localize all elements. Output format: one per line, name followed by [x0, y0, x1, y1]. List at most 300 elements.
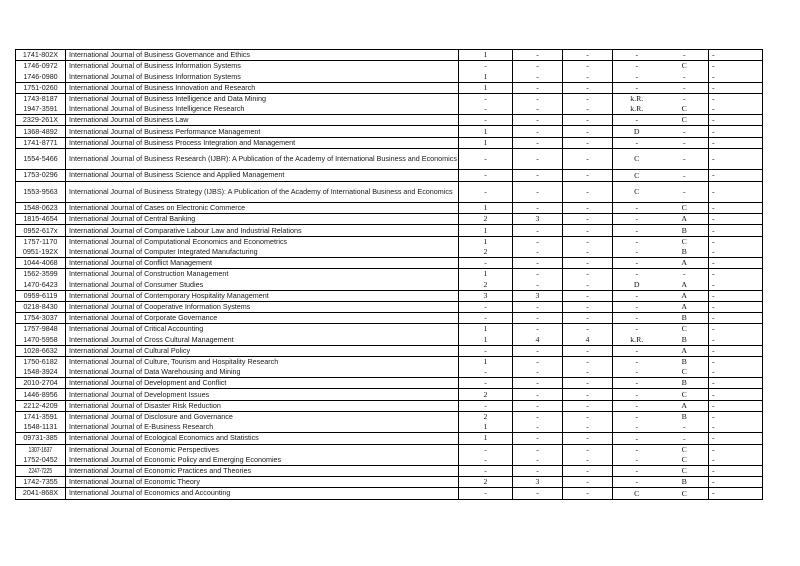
value-cell-6: -	[709, 214, 763, 225]
rating-pair-cell	[613, 455, 709, 466]
issn-text: 1752-0452	[23, 454, 58, 464]
value-cell-2: 3	[513, 477, 563, 488]
issn-cell	[16, 104, 66, 115]
rating-pair-cell	[613, 334, 709, 345]
value-cell-6: -	[709, 82, 763, 93]
rating-left: -	[635, 412, 639, 422]
value-cell-2: -	[513, 433, 563, 444]
value-cell-3: -	[563, 356, 613, 367]
value-cell-1: -	[459, 181, 513, 203]
value-cell-2: -	[513, 148, 563, 170]
value-cell-1: -	[459, 488, 513, 499]
rating-left: -	[635, 367, 639, 377]
value-cell-6: -	[709, 126, 763, 137]
rating-right: A	[681, 345, 688, 355]
issn-cell	[16, 214, 66, 225]
value-cell-6: -	[709, 345, 763, 356]
value-cell-6: -	[709, 411, 763, 422]
value-cell-2: -	[513, 50, 563, 61]
table-row	[16, 334, 763, 345]
table-row	[16, 126, 763, 137]
rating-right: C	[681, 236, 687, 246]
rating-right: -	[682, 170, 686, 180]
value-cell-2: -	[513, 203, 563, 214]
rating-right: C	[681, 466, 687, 476]
journal-name-cell: International Journal of Business Intelligence Research	[66, 104, 459, 115]
issn-text: 1548-0623	[23, 203, 58, 213]
table-row	[16, 50, 763, 61]
value-cell-6: -	[709, 433, 763, 444]
value-cell-3: -	[563, 433, 613, 444]
issn-cell	[16, 269, 66, 280]
value-cell-3: -	[563, 82, 613, 93]
rating-right: A	[681, 290, 688, 300]
journal-name-cell: International Journal of Economic Policy and Emerging Economies	[66, 455, 459, 466]
rating-pair-cell	[613, 93, 709, 104]
table-row	[16, 290, 763, 301]
issn-text: 1446-8956	[23, 389, 58, 399]
rating-left: -	[635, 225, 639, 235]
rating-left: k.R.	[630, 94, 644, 104]
value-cell-1: -	[459, 115, 513, 126]
table-row	[16, 82, 763, 93]
value-cell-3: -	[563, 115, 613, 126]
rating-pair-cell	[613, 71, 709, 82]
rating-right: B	[681, 247, 687, 257]
value-cell-6: -	[709, 290, 763, 301]
value-cell-1: 1	[459, 356, 513, 367]
issn-cell	[16, 422, 66, 433]
rating-left: -	[635, 389, 639, 399]
table-row	[16, 367, 763, 378]
value-cell-1: -	[459, 148, 513, 170]
value-cell-1: 2	[459, 389, 513, 400]
rating-left: -	[635, 313, 639, 323]
issn-text: 2329-261X	[22, 115, 59, 125]
issn-cell	[16, 488, 66, 499]
rating-right: C	[681, 324, 687, 334]
value-cell-3: -	[563, 203, 613, 214]
issn-cell	[16, 71, 66, 82]
value-cell-2: -	[513, 269, 563, 280]
rating-pair-cell	[613, 82, 709, 93]
rating-pair-cell	[613, 126, 709, 137]
journal-name-cell: International Journal of Business Information Systems	[66, 61, 459, 72]
table-row	[16, 61, 763, 72]
issn-cell	[16, 444, 66, 455]
value-cell-2: -	[513, 104, 563, 115]
rating-left: D	[633, 126, 640, 136]
rating-left: -	[635, 61, 639, 71]
rating-pair-cell	[613, 214, 709, 225]
value-cell-2: -	[513, 313, 563, 324]
journal-name-cell: International Journal of Disclosure and Governance	[66, 411, 459, 422]
rating-right: C	[681, 203, 687, 213]
rating-right: B	[681, 477, 687, 487]
issn-cell	[16, 225, 66, 236]
issn-text: 2010-2704	[23, 378, 58, 388]
issn-cell	[16, 290, 66, 301]
rating-pair-cell	[613, 61, 709, 72]
journal-name-cell: International Journal of Ecological Economics and Statistics	[66, 433, 459, 444]
issn-cell	[16, 411, 66, 422]
value-cell-3: -	[563, 324, 613, 335]
journal-name-cell: International Journal of Conflict Management	[66, 258, 459, 269]
issn-cell	[16, 389, 66, 400]
issn-text: 1751-0260	[23, 82, 58, 92]
value-cell-2: -	[513, 236, 563, 247]
value-cell-6: -	[709, 258, 763, 269]
journal-name-cell: International Journal of Computer Integrated Manufacturing	[66, 247, 459, 258]
table-row	[16, 488, 763, 499]
rating-left: -	[635, 82, 639, 92]
journal-name-cell: International Journal of Comparative Labour Law and Industrial Relations	[66, 225, 459, 236]
rating-pair-cell	[613, 279, 709, 290]
issn-text: 1746-0972	[23, 61, 58, 71]
rating-left: -	[635, 258, 639, 268]
value-cell-3: -	[563, 126, 613, 137]
journal-name-cell: International Journal of Business Research (IJBR): A Publication of the Academy of International Business and Economics	[66, 148, 459, 170]
issn-text: 1470-5958	[23, 334, 58, 344]
value-cell-3: -	[563, 93, 613, 104]
issn-cell	[16, 82, 66, 93]
rating-right: -	[682, 269, 686, 279]
rating-left: -	[635, 444, 639, 454]
value-cell-1: 1	[459, 203, 513, 214]
rating-left: -	[635, 477, 639, 487]
table-row	[16, 324, 763, 335]
value-cell-6: -	[709, 356, 763, 367]
value-cell-6: -	[709, 422, 763, 433]
issn-cell	[16, 400, 66, 411]
rating-pair-cell	[613, 465, 709, 476]
rating-left: k.R.	[630, 104, 644, 114]
value-cell-2: -	[513, 247, 563, 258]
value-cell-3: -	[563, 148, 613, 170]
journal-name-cell: International Journal of Business Performance Management	[66, 126, 459, 137]
issn-cell	[16, 258, 66, 269]
value-cell-6: -	[709, 148, 763, 170]
value-cell-3: -	[563, 71, 613, 82]
journal-name-cell: International Journal of Consumer Studies	[66, 279, 459, 290]
rating-left: C	[634, 488, 640, 498]
value-cell-2: -	[513, 181, 563, 203]
issn-cell	[16, 50, 66, 61]
issn-cell	[16, 236, 66, 247]
journal-name-cell: International Journal of Business Law	[66, 115, 459, 126]
rating-pair-cell	[613, 290, 709, 301]
value-cell-3: -	[563, 313, 613, 324]
rating-left: -	[635, 422, 639, 432]
rating-left: k.R.	[630, 334, 644, 344]
journal-name-cell: International Journal of Business Process Integration and Management	[66, 137, 459, 148]
table-row	[16, 170, 763, 181]
journal-name-cell: International Journal of Economic Perspectives	[66, 444, 459, 455]
table-row	[16, 247, 763, 258]
rating-left: -	[635, 290, 639, 300]
issn-cell	[16, 356, 66, 367]
value-cell-6: -	[709, 104, 763, 115]
journal-name-cell: International Journal of Cooperative Information Systems	[66, 301, 459, 312]
value-cell-3: -	[563, 214, 613, 225]
value-cell-3: -	[563, 290, 613, 301]
rating-right: C	[681, 104, 687, 114]
journal-name-cell: International Journal of Contemporary Hospitality Management	[66, 290, 459, 301]
value-cell-6: -	[709, 455, 763, 466]
value-cell-6: -	[709, 50, 763, 61]
rating-pair-cell	[613, 301, 709, 312]
value-cell-1: 2	[459, 477, 513, 488]
table-row	[16, 345, 763, 356]
value-cell-2: -	[513, 225, 563, 236]
journal-name-cell: International Journal of Construction Management	[66, 269, 459, 280]
value-cell-1: -	[459, 258, 513, 269]
table-row	[16, 356, 763, 367]
value-cell-3: -	[563, 50, 613, 61]
issn-text: 0218-8430	[23, 301, 58, 311]
issn-cell	[16, 170, 66, 181]
issn-cell	[16, 455, 66, 466]
value-cell-3: -	[563, 444, 613, 455]
value-cell-2: -	[513, 126, 563, 137]
rating-right: -	[682, 71, 686, 81]
rating-right: C	[681, 488, 687, 498]
issn-text: 1746-0980	[23, 71, 58, 81]
rating-left: C	[634, 186, 640, 196]
value-cell-2: -	[513, 356, 563, 367]
issn-cell	[16, 93, 66, 104]
rating-left: -	[635, 433, 639, 443]
value-cell-1: 1	[459, 126, 513, 137]
value-cell-1: 2	[459, 214, 513, 225]
rating-left: -	[635, 454, 639, 464]
value-cell-3: -	[563, 279, 613, 290]
rating-pair-cell	[613, 247, 709, 258]
table-row	[16, 258, 763, 269]
table-row	[16, 71, 763, 82]
issn-text: 1753-0296	[23, 170, 58, 180]
issn-text: 1470-6423	[23, 279, 58, 289]
value-cell-2: 4	[513, 334, 563, 345]
rating-pair-cell	[613, 422, 709, 433]
issn-cell	[16, 313, 66, 324]
issn-cell	[16, 279, 66, 290]
value-cell-3: -	[563, 181, 613, 203]
value-cell-6: -	[709, 324, 763, 335]
table-row	[16, 411, 763, 422]
journal-name-cell: International Journal of Economics and Accounting	[66, 488, 459, 499]
rating-left: C	[634, 154, 640, 164]
value-cell-3: -	[563, 236, 613, 247]
value-cell-6: -	[709, 225, 763, 236]
issn-text: 1815-4654	[23, 214, 58, 224]
value-cell-1: 1	[459, 137, 513, 148]
value-cell-1: -	[459, 61, 513, 72]
value-cell-1: 1	[459, 324, 513, 335]
rating-left: -	[635, 247, 639, 257]
issn-cell	[16, 137, 66, 148]
value-cell-2: -	[513, 488, 563, 499]
rating-right: C	[681, 389, 687, 399]
value-cell-6: -	[709, 247, 763, 258]
journal-name-cell: International Journal of Corporate Governance	[66, 313, 459, 324]
journal-table-body	[16, 50, 763, 500]
rating-pair-cell	[613, 444, 709, 455]
value-cell-1: -	[459, 455, 513, 466]
rating-left: -	[635, 50, 639, 60]
rating-right: -	[682, 94, 686, 104]
value-cell-2: -	[513, 422, 563, 433]
issn-cell	[16, 334, 66, 345]
value-cell-1: -	[459, 301, 513, 312]
value-cell-6: -	[709, 181, 763, 203]
issn-text: 1757-1170	[23, 236, 58, 246]
value-cell-1: -	[459, 104, 513, 115]
rating-pair-cell	[613, 411, 709, 422]
journal-name-cell: International Journal of Culture, Tourism and Hospitality Research	[66, 356, 459, 367]
issn-cell	[16, 148, 66, 170]
rating-pair-cell	[613, 345, 709, 356]
rating-right: B	[681, 378, 687, 388]
value-cell-1: -	[459, 313, 513, 324]
rating-pair-cell	[613, 477, 709, 488]
value-cell-2: -	[513, 71, 563, 82]
rating-right: A	[681, 400, 688, 410]
value-cell-3: -	[563, 301, 613, 312]
value-cell-6: -	[709, 444, 763, 455]
rating-pair-cell	[613, 367, 709, 378]
value-cell-2: -	[513, 301, 563, 312]
value-cell-3: -	[563, 455, 613, 466]
issn-text: 0959-6119	[23, 290, 58, 300]
rating-right: C	[681, 454, 687, 464]
rating-pair-cell	[613, 313, 709, 324]
issn-text: 0952-617x	[23, 225, 58, 235]
rating-left: -	[635, 324, 639, 334]
journal-name-cell: International Journal of Cultural Policy	[66, 345, 459, 356]
rating-left: -	[635, 214, 639, 224]
value-cell-6: -	[709, 400, 763, 411]
rating-pair-cell	[613, 137, 709, 148]
value-cell-6: -	[709, 93, 763, 104]
table-row	[16, 115, 763, 126]
rating-pair-cell	[613, 356, 709, 367]
rating-right: -	[682, 154, 686, 164]
issn-cell	[16, 61, 66, 72]
value-cell-1: -	[459, 170, 513, 181]
value-cell-3: 4	[563, 334, 613, 345]
issn-text: 1757-9848	[23, 324, 58, 334]
value-cell-1: 2	[459, 247, 513, 258]
table-row	[16, 279, 763, 290]
value-cell-6: -	[709, 465, 763, 476]
value-cell-2: -	[513, 93, 563, 104]
value-cell-6: -	[709, 367, 763, 378]
value-cell-1: 1	[459, 422, 513, 433]
rating-right: -	[682, 186, 686, 196]
issn-cell	[16, 301, 66, 312]
value-cell-6: -	[709, 301, 763, 312]
value-cell-2: -	[513, 389, 563, 400]
rating-right: B	[681, 357, 687, 367]
value-cell-3: -	[563, 170, 613, 181]
journal-name-cell: International Journal of Central Banking	[66, 214, 459, 225]
table-row	[16, 236, 763, 247]
issn-text: 1044-4068	[23, 258, 58, 268]
value-cell-3: -	[563, 225, 613, 236]
value-cell-2: -	[513, 258, 563, 269]
value-cell-1: 1	[459, 50, 513, 61]
value-cell-6: -	[709, 313, 763, 324]
value-cell-6: -	[709, 389, 763, 400]
value-cell-1: -	[459, 345, 513, 356]
rating-right: C	[681, 367, 687, 377]
value-cell-1: 1	[459, 71, 513, 82]
value-cell-2: 3	[513, 214, 563, 225]
value-cell-6: -	[709, 378, 763, 389]
value-cell-2: -	[513, 115, 563, 126]
value-cell-1: 1	[459, 225, 513, 236]
value-cell-1: 1	[459, 82, 513, 93]
value-cell-3: -	[563, 465, 613, 476]
table-row	[16, 269, 763, 280]
value-cell-6: -	[709, 61, 763, 72]
rating-right: -	[682, 50, 686, 60]
issn-text: 2212-4209	[23, 400, 58, 410]
issn-text: 1307-1637	[28, 444, 53, 454]
issn-text: 1548-1131	[23, 422, 58, 432]
rating-pair-cell	[613, 50, 709, 61]
value-cell-6: -	[709, 115, 763, 126]
table-row	[16, 203, 763, 214]
value-cell-1: 1	[459, 334, 513, 345]
rating-left: -	[635, 269, 639, 279]
journal-name-cell: International Journal of Economic Theory	[66, 477, 459, 488]
value-cell-6: -	[709, 71, 763, 82]
value-cell-1: 2	[459, 411, 513, 422]
value-cell-2: -	[513, 345, 563, 356]
issn-text: 1750-6182	[23, 356, 58, 366]
value-cell-3: -	[563, 247, 613, 258]
issn-cell	[16, 345, 66, 356]
issn-text: 1368-4892	[23, 126, 58, 136]
issn-text: 1548-3924	[23, 367, 58, 377]
table-row	[16, 378, 763, 389]
issn-cell	[16, 433, 66, 444]
value-cell-3: -	[563, 400, 613, 411]
issn-cell	[16, 126, 66, 137]
table-row	[16, 422, 763, 433]
issn-text: 1562-3599	[23, 269, 58, 279]
issn-text: 1754-3037	[23, 313, 58, 323]
rating-pair-cell	[613, 104, 709, 115]
value-cell-6: -	[709, 137, 763, 148]
rating-right: B	[681, 225, 687, 235]
value-cell-3: -	[563, 345, 613, 356]
rating-left: -	[635, 236, 639, 246]
value-cell-2: -	[513, 400, 563, 411]
rating-left: C	[634, 170, 640, 180]
rating-left: -	[635, 115, 639, 125]
value-cell-6: -	[709, 170, 763, 181]
table-row	[16, 214, 763, 225]
value-cell-1: -	[459, 93, 513, 104]
journal-name-cell: International Journal of Business Science and Applied Management	[66, 170, 459, 181]
issn-cell	[16, 367, 66, 378]
value-cell-1: -	[459, 400, 513, 411]
rating-right: C	[681, 444, 687, 454]
value-cell-1: 2	[459, 279, 513, 290]
